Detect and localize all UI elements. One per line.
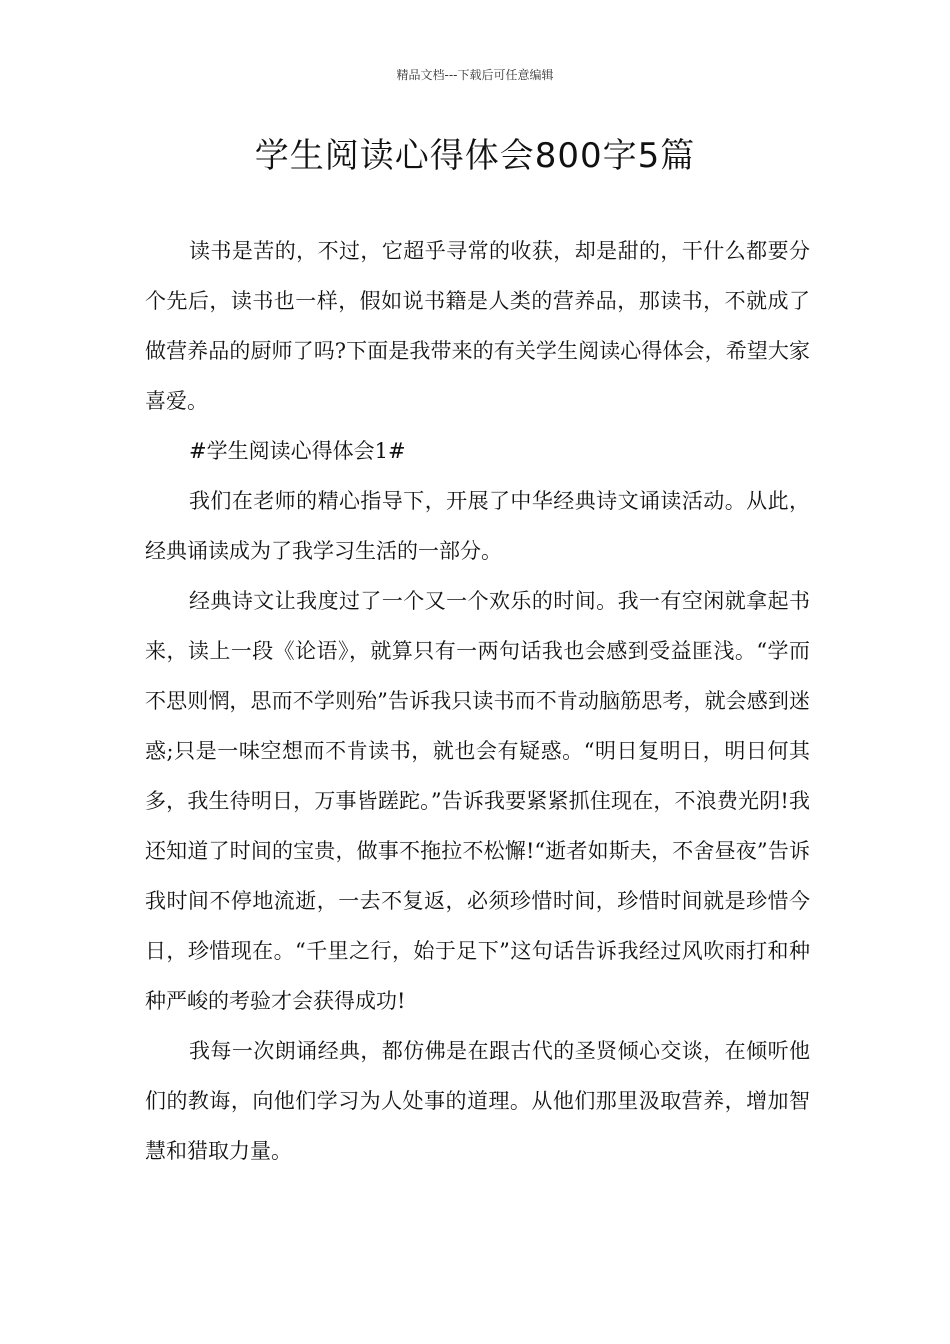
intro-paragraph: 读书是苦的，不过，它超乎寻常的收获，却是甜的，干什么都要分个先后，读书也一样，假如说书籍是人类的营养品，那读书，不就成了做营养品的厨师了吗?下面是我带来的有关学生阅读心得体会，希望大家喜爱。	[145, 239, 810, 413]
document-body	[145, 226, 810, 1176]
body-paragraph: 经典诗文让我度过了一个又一个欢乐的时间。我一有空闲就拿起书来，读上一段《论语》，就算只有一两句话我也会感到受益匪浅。“学而不思则惘，思而不学则殆”告诉我只读书而不肯动脑筋思考，就会感到迷惑;只是一味空想而不肯读书，就也会有疑惑。“明日复明日，明日何其多，我生待明日，万事皆蹉跎。”告诉我要紧紧抓住现在，不浪费光阴!我还知道了时间的宝贵，做事不拖拉不松懈!“逝者如斯夫，不舍昼夜”告诉我时间不停地流逝，一去不复返，必须珍惜时间，珍惜时间就是珍惜今日，珍惜现在。“千里之行，始于足下”这句话告诉我经过风吹雨打和种种严峻的考验才会获得成功!	[145, 589, 810, 1013]
document-title: 学生阅读心得体会800字5篇	[254, 136, 696, 176]
body-paragraph: 我每一次朗诵经典，都仿佛是在跟古代的圣贤倾心交谈，在倾听他们的教诲，向他们学习为人处事的道理。从他们那里汲取营养，增加智慧和猎取力量。	[145, 1039, 810, 1163]
header-note: 精品文档---下载后可任意编辑	[396, 68, 554, 82]
section-heading: #学生阅读心得体会1#	[189, 439, 406, 463]
body-paragraph: 我们在老师的精心指导下，开展了中华经典诗文诵读活动。从此，经典诵读成为了我学习生活的一部分。	[145, 489, 810, 563]
